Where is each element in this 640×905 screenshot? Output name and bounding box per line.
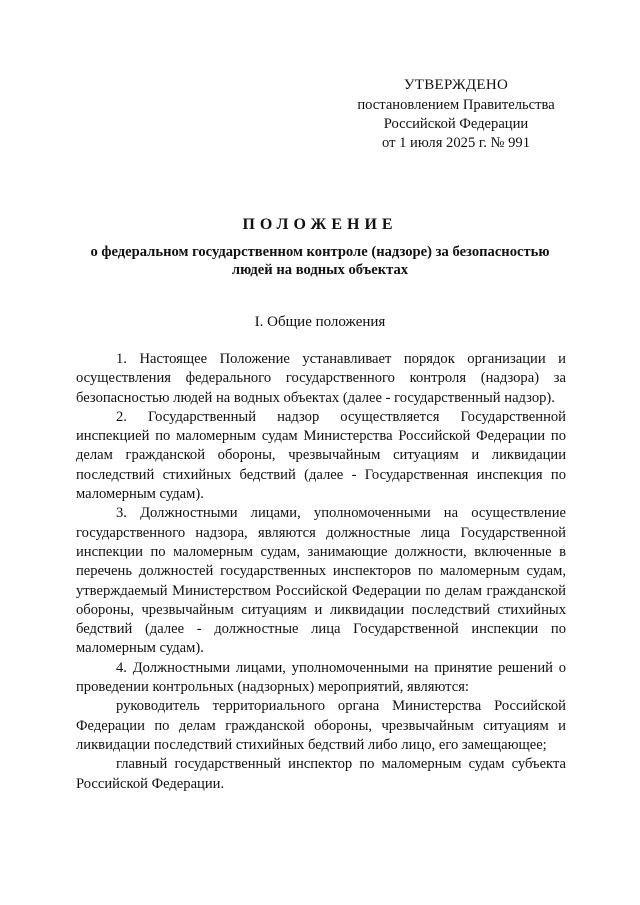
document-title: ПОЛОЖЕНИЕ (242, 216, 398, 233)
section-heading: I. Общие положения (254, 314, 386, 330)
paragraph: руководитель территориального органа Министерства Российской Федерации по делам гражданской обороны, чрезвычайным ситуациям и ликвидации последствий стихийных бедствий либо лицо, его замещающее; (76, 698, 566, 753)
paragraph: главный государственный инспектор по маломерным судам субъекта Российской Федерации. (76, 756, 566, 792)
paragraph: 1. Настоящее Положение устанавливает порядок организации и осуществления федерального государственного контроля (надзора) за безопасностью людей на водных объектах (далее - государственный надзор). (76, 351, 566, 406)
approval-line: постановлением Правительства (357, 97, 555, 113)
paragraph: 4. Должностными лицами, уполномоченными на принятие решений о проведении контрольных (надзорных) мероприятий, являются: (76, 659, 566, 696)
approval-heading: УТВЕРЖДЕНО (403, 77, 509, 93)
document-body (76, 350, 566, 794)
document-subtitle: о федеральном государственном контроле (надзоре) за безопасностью людей на водных объектах (90, 244, 550, 278)
paragraph: 3. Должностными лицами, уполномоченными на осуществление государственного надзора, являются должностные лица Государственной инспекции по маломерным судам, занимающие должности, включенные в перечень должностей государственных инспекторов по маломерным судам, утверждаемый Министерством Российской Федерации по делам гражданской обороны, чрезвычайным ситуациям и ликвидации последствий стихийных бедствий (далее - должностные лица Государственной инспекции по маломерным судам). (76, 505, 566, 657)
approval-date: от 1 июля 2025 г. № 991 (381, 135, 530, 151)
approval-line: Российской Федерации (383, 116, 529, 132)
approval-stamp (345, 76, 567, 153)
paragraph: 2. Государственный надзор осуществляется Государственной инспекцией по маломерным судам Министерства Российской Федерации по делам гражданской обороны, чрезвычайным ситуациям и ликвидации последствий стихийных бедствий (далее - Государственная инспекция по маломерным судам). (76, 408, 566, 503)
